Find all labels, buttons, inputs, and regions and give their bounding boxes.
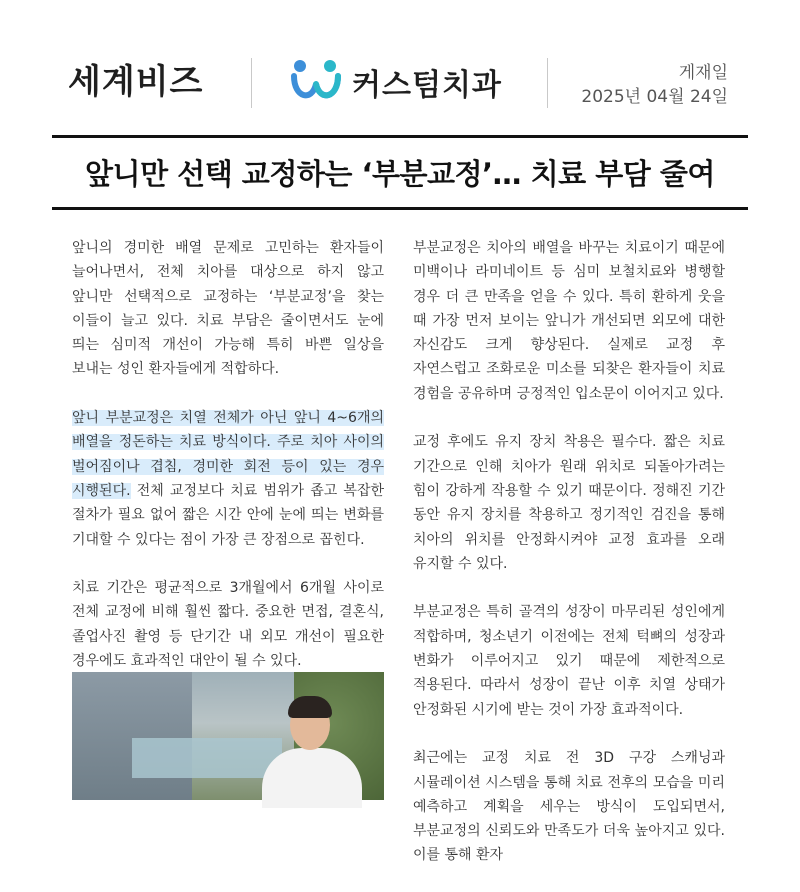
article-paragraph: 최근에는 교정 치료 전 3D 구강 스캐닝과 시뮬레이션 시스템을 통해 치료 전후의 모습을 미리 예측하고 계획을 세우는 방식이 도입되면서, 부분교정의 신뢰도와 만족도가 더욱 높아지고 있다. 이를 통해 환자: [413, 750, 725, 864]
article-paragraph: 부분교정은 치아의 배열을 바꾸는 치료이기 때문에 미백이나 라미네이트 등 심미 보철치료와 병행할 경우 더 큰 만족을 얻을 수 있다. 특히 환하게 웃을 때 가장 먼저 보이는 앞니가 개선되면 외모에 대한 자신감도 크게 향상된다. 실제로 교정 후 자연스럽고 조화로운 미소를 되찾은 환자들이 치료 경험을 공유하며 긍정적인 입소문이 이어지고 있다.: [413, 240, 725, 402]
published-date: 2025년 04월 24일: [581, 87, 728, 107]
clinic-name: 커스텀치과: [352, 68, 502, 103]
divider: [251, 58, 252, 108]
article-paragraph: [72, 406, 384, 552]
article-paragraph: 치료 기간은 평균적으로 3개월에서 6개월 사이로 전체 교정에 비해 훨씬 짧다. 중요한 면접, 결혼식, 졸업사진 촬영 등 단기간 내 외모 개선이 필요한 경우에도 효과적인 대안이 될 수 있다.: [72, 580, 384, 670]
photo-building: [72, 672, 192, 800]
masthead: [0, 0, 800, 130]
divider: [547, 58, 548, 108]
paragraph-text: 전체 교정보다 치료 범위가 좁고 복잡한 절차가 필요 없어 짧은 시간 안에 눈에 띄는 변화를 기대할 수 있다는 점이 가장 큰 장점으로 꼽힌다.: [72, 482, 384, 548]
publication-brand: 세계비즈: [68, 62, 204, 102]
doctor-photo: [72, 672, 384, 800]
clinic-logo-icon: [290, 58, 346, 104]
photo-sign: [132, 738, 282, 778]
photo-doctor-coat: [262, 748, 362, 808]
article-paragraph: 부분교정은 특히 골격의 성장이 마무리된 성인에게 적합하며, 청소년기 이전에는 전체 턱뼈의 성장과 변화가 이루어지고 있기 때문에 제한적으로 적용된다. 따라서 성장이 끝난 이후 치열 상태가 안정화된 시기에 받는 것이 가장 효과적이다.: [413, 604, 725, 718]
headline-rule-bottom: [52, 207, 748, 210]
article-paragraph: 교정 후에도 유지 장치 착용은 필수다. 짧은 치료 기간으로 인해 치아가 원래 위치로 되돌아가려는 힘이 강하게 작용할 수 있기 때문이다. 정해진 기간 동안 유지 장치를 착용하고 정기적인 검진을 통해 치아의 위치를 안정화시켜야 교정 효과를 오래 유지할 수 있다.: [413, 434, 725, 572]
headline-rule-top: [52, 135, 748, 138]
article-column-right: [413, 236, 725, 892]
article-headline: 앞니만 선택 교정하는 ‘부분교정’… 치료 부담 줄여: [85, 157, 715, 191]
published-label: 게재일: [678, 63, 728, 83]
highlighted-text: 앞니 부분교정은 치열 전체가 아닌 앞니 4~6개의 배열을 정돈하는 치료 방식이다. 주로 치아 사이의 벌어짐이나 겹침, 경미한 회전 등이 있는 경우 시행된다.: [72, 410, 384, 499]
photo-doctor-hair: [288, 696, 332, 718]
article-column-left: [72, 236, 384, 698]
article-paragraph: 앞니의 경미한 배열 문제로 고민하는 환자들이 늘어나면서, 전체 치아를 대상으로 하지 않고 앞니만 선택적으로 교정하는 ‘부분교정’을 찾는 이들이 늘고 있다. 치료 부담은 줄이면서도 눈에 띄는 심미적 개선이 가능해 특히 바쁜 일상을 보내는 성인 환자들에게 적합하다.: [72, 240, 384, 378]
